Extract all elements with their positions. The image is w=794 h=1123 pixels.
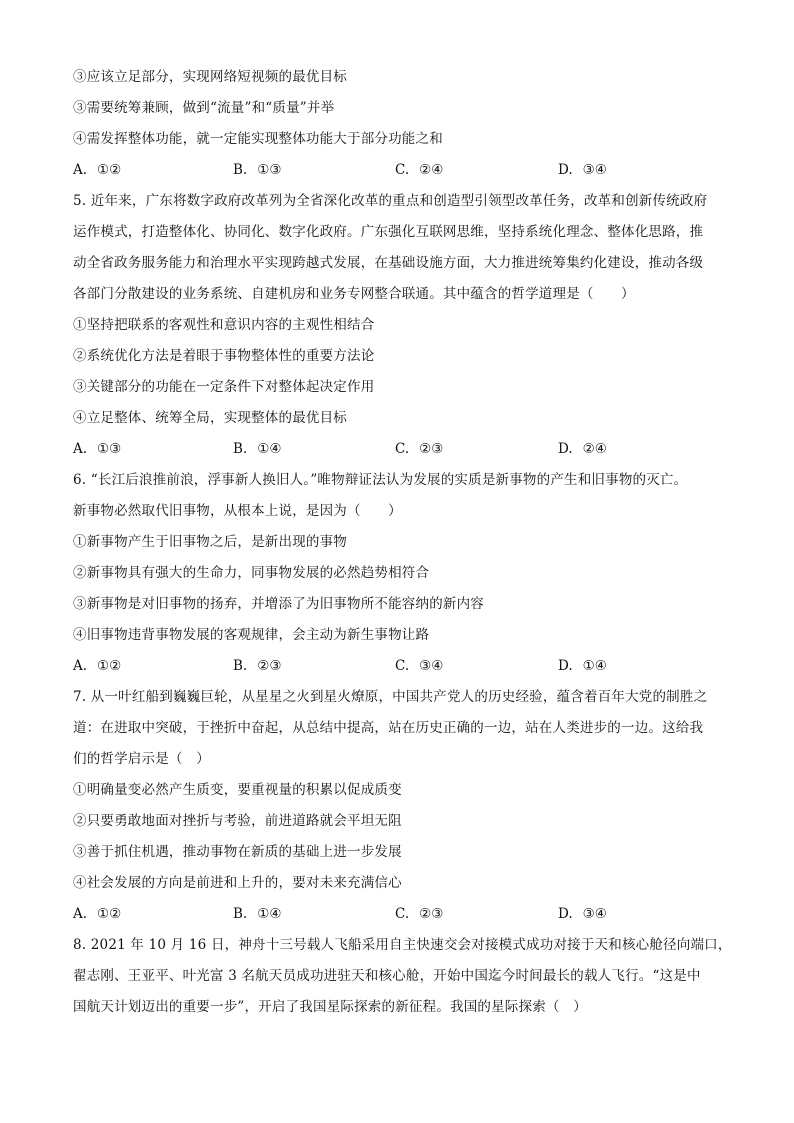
option-a: A. ①② <box>73 162 122 178</box>
statement: ④需发挥整体功能，就一定能实现整体功能大于部分功能之和 <box>73 131 443 147</box>
question-7 <box>73 682 723 930</box>
option-b: B. ①④ <box>233 906 282 922</box>
question-stem-line: 国航天计划迈出的重要一步”，开启了我国星际探索的新征程。我国的星际探索（ ） <box>73 999 588 1015</box>
statement: ②系统优化方法是着眼于事物整体性的重要方法论 <box>73 348 375 364</box>
options-row <box>73 155 723 186</box>
question-stem-line: 8. 2021 年 10 月 16 日，神舟十三号载人飞船采用自主快速交会对接模式成功对接于天和核心舱径向端口， <box>73 937 732 953</box>
option-b: B. ①④ <box>233 441 282 457</box>
option-d: D. ③④ <box>558 906 607 922</box>
question-stem-line: 5. 近年来，广东将数字政府改革列为全省深化改革的重点和创造型引领型改革任务，改革和创新传统政府 <box>73 193 708 209</box>
question-stem-line: 运作模式，打造整体化、协同化、数字化政府。广东强化互联网思维，坚持系统化理念、整体化思路，推 <box>73 224 704 240</box>
exam-page <box>73 62 732 1023</box>
question-5 <box>73 186 723 465</box>
option-d: D. ②④ <box>558 441 607 457</box>
question-stem-line: 各部门分散建设的业务系统、自建机房和业务专网整合联通。其中蕴含的哲学道理是（ ） <box>73 286 635 302</box>
statement: ①坚持把联系的客观性和意识内容的主观性相结合 <box>73 317 375 333</box>
statement: ③新事物是对旧事物的扬弃，并增添了为旧事物所不能容纳的新内容 <box>73 596 484 612</box>
options-row <box>73 899 723 930</box>
option-a: A. ①② <box>73 658 122 674</box>
options-row <box>73 651 723 682</box>
statement: ④社会发展的方向是前进和上升的，要对未来充满信心 <box>73 875 402 891</box>
option-b: B. ①③ <box>233 162 282 178</box>
statement: ④旧事物违背事物发展的客观规律，会主动为新生事物让路 <box>73 627 430 643</box>
question-stem-line: 道：在进取中突破，于挫折中奋起，从总结中提高，站在历史正确的一边，站在人类进步的一边。这给我 <box>73 720 704 736</box>
option-d: D. ①④ <box>558 658 607 674</box>
question-8 <box>73 930 732 1023</box>
question-stem-line: 动全省政务服务能力和治理水平实现跨越式发展，在基础设施方面，大力推进统筹集约化建设，推动各级 <box>73 255 704 271</box>
statement: ①新事物产生于旧事物之后，是新出现的事物 <box>73 534 347 550</box>
statement: ②新事物具有强大的生命力，同事物发展的必然趋势相符合 <box>73 565 430 581</box>
statement: ①明确量变必然产生质变，要重视量的积累以促成质变 <box>73 782 402 798</box>
option-c: C. ②③ <box>395 906 444 922</box>
question-6 <box>73 465 723 682</box>
statement: ④立足整体、统筹全局，实现整体的最优目标 <box>73 410 347 426</box>
option-a: A. ①③ <box>73 441 122 457</box>
options-row <box>73 434 723 465</box>
question-stem-line: 6. “长江后浪推前浪，浮事新人换旧人。”唯物辩证法认为发展的实质是新事物的产生和旧事物的灭亡。 <box>73 472 688 488</box>
statement: ②只要勇敢地面对挫折与考验，前进道路就会平坦无阻 <box>73 813 402 829</box>
option-b: B. ②③ <box>233 658 282 674</box>
option-a: A. ①② <box>73 906 122 922</box>
question-stem-line: 7. 从一叶红船到巍巍巨轮，从星星之火到星火燎原，中国共产党人的历史经验，蕴含着百年大党的制胜之 <box>73 689 708 705</box>
question-stem-line: 们的哲学启示是（ ） <box>73 751 210 767</box>
option-c: C. ③④ <box>395 658 444 674</box>
question-stem-line: 翟志刚、王亚平、叶光富 3 名航天员成功进驻天和核心舱，开始中国迄今时间最长的载人飞行。“这是中 <box>73 968 701 984</box>
question-4-tail <box>73 62 723 186</box>
statement: ③善于抓住机遇，推动事物在新质的基础上进一步发展 <box>73 844 402 860</box>
option-c: C. ②③ <box>395 441 444 457</box>
option-d: D. ③④ <box>558 162 607 178</box>
statement: ③关键部分的功能在一定条件下对整体起决定作用 <box>73 379 375 395</box>
option-c: C. ②④ <box>395 162 444 178</box>
statement: ③应该立足部分，实现网络短视频的最优目标 <box>73 69 347 85</box>
question-stem-line: 新事物必然取代旧事物，从根本上说，是因为（ ） <box>73 503 402 519</box>
statement: ③需要统筹兼顾，做到“流量”和“质量”并举 <box>73 100 335 116</box>
